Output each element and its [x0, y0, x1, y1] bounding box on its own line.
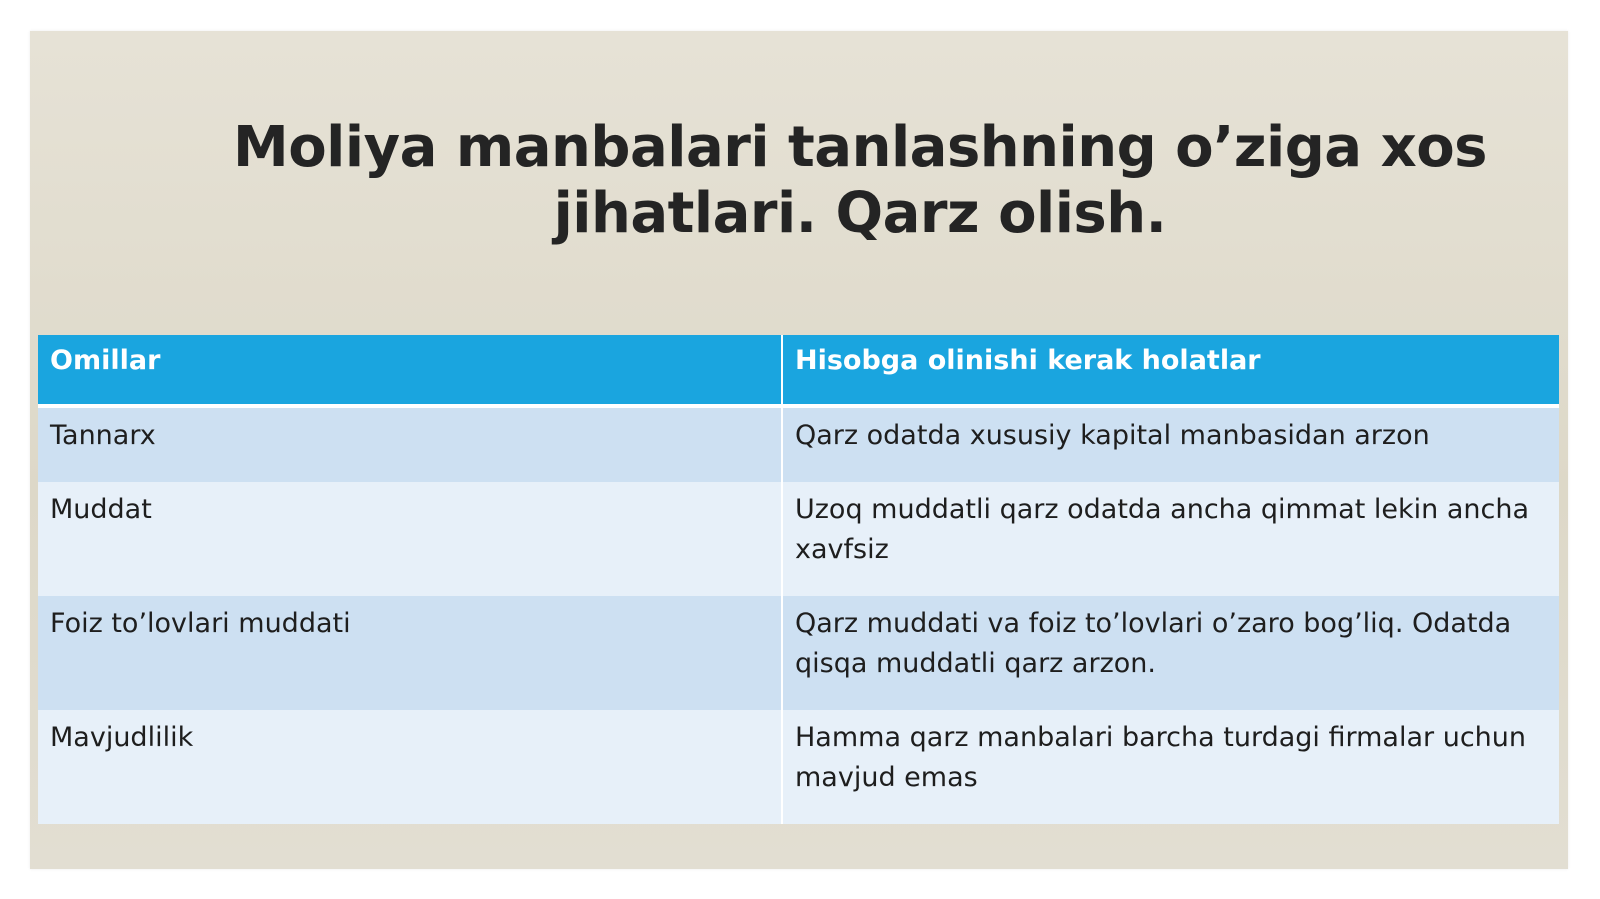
table-cell-consideration: Hamma qarz manbalari barcha turdagi firmalar uchun mavjud emas — [782, 710, 1559, 824]
column-header-factors: Omillar — [38, 335, 782, 406]
slide — [30, 31, 1568, 869]
factors-table — [38, 335, 1559, 824]
slide-title: Moliya manbalari tanlashning o’ziga xos jihatlari. Qarz olish. — [232, 115, 1487, 246]
table-cell-consideration: Uzoq muddatli qarz odatda ancha qimmat lekin ancha xavfsiz — [782, 482, 1559, 596]
table-row — [38, 406, 1559, 482]
table-cell-factor: Mavjudlilik — [38, 710, 782, 824]
table-cell-factor: Tannarx — [38, 406, 782, 482]
table-cell-factor: Foiz to’lovlari muddati — [38, 596, 782, 710]
column-header-considerations: Hisobga olinishi kerak holatlar — [782, 335, 1559, 406]
table-cell-consideration: Qarz odatda xususiy kapital manbasidan arzon — [782, 406, 1559, 482]
table-row — [38, 596, 1559, 710]
table-header-row — [38, 335, 1559, 406]
table-row — [38, 482, 1559, 596]
table-cell-consideration: Qarz muddati va foiz to’lovlari o’zaro bog’liq. Odatda qisqa muddatli qarz arzon. — [782, 596, 1559, 710]
table-row — [38, 710, 1559, 824]
table-cell-factor: Muddat — [38, 482, 782, 596]
